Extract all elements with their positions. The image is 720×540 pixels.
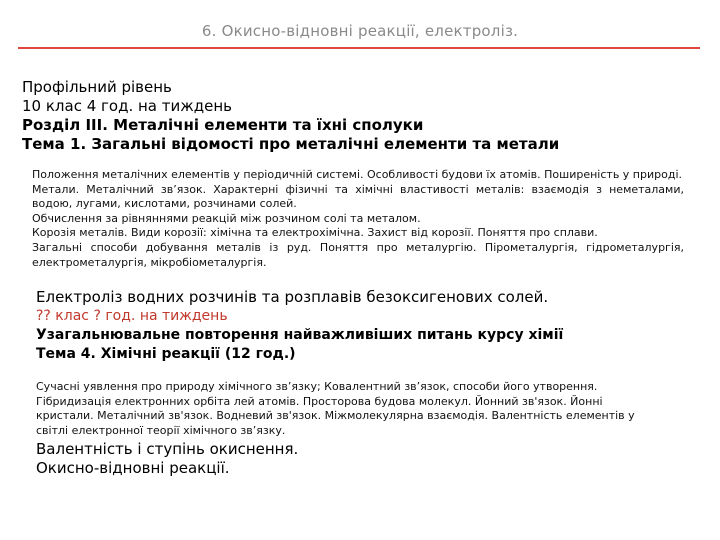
title-divider [18,47,700,49]
valence-topic: Валентність і ступінь окиснення. [36,440,299,458]
paragraph: Положення металічних елементів у періодичній системі. Особливості будови їх атомів. Поширеність у природі. [32,168,682,181]
paragraph: Обчислення за рівняннями реакцій між розчином солі та металом. [32,211,421,225]
slide-title: 6. Окисно-відновні реакції, електроліз. [201,22,519,40]
paragraph: Сучасні уявлення про природу хімічного зв’язку; Ковалентний зв’язок, способи його утворення. Гібридизація електронних орбіта лей атомів. Просторова будова молекул. Йонний зв'язок. Йонні кристали. Металічний зв'язок. Водневий зв'язок. Міжмолекулярна взаємодія. Валентність елементів у світлі електронної теорії хімічного зв’язку. [36,380,635,437]
metals-description [32,168,684,270]
topic-heading: Тема 1. Загальні відомості про металічні елементи та метали [22,135,560,153]
level-heading-group [22,78,692,154]
hours-label: 10 клас 4 год. на тиждень [22,97,232,115]
paragraph: Корозія металів. Види корозії: хімічна та електрохімічна. Захист від корозії. Поняття про сплави. [32,226,598,240]
redox-topic: Окисно-відновні реакції. [36,459,230,477]
middle-group [36,288,706,364]
unknown-hours-label: ?? клас ? год. на тиждень [36,308,228,324]
section-heading: Розділ ІІІ. Металічні елементи та їхні сполуки [22,116,424,134]
electrolysis-topic: Електроліз водних розчинів та розплавів безоксигенових солей. [36,288,549,306]
paragraph: Загальні способи добування металів із руд. Поняття про металургію. Пірометалургія, гідрометалургія, електрометалургія, мікробіометалургія. [32,240,684,269]
paragraph: Метали. Металічний зв’язок. Характерні фізичні та хімічні властивості металів: взаємодія з неметалами, водою, лугами, кислотами, розчинами солей. [32,182,684,211]
lower-topics [36,440,706,478]
review-section-heading: Узагальнювальне повторення найважливіших питань курсу хімії [36,327,564,343]
chemical-bond-description [36,380,636,438]
reactions-topic-heading: Тема 4. Хімічні реакції (12 год.) [36,346,296,362]
level-label: Профільний рівень [22,78,172,96]
